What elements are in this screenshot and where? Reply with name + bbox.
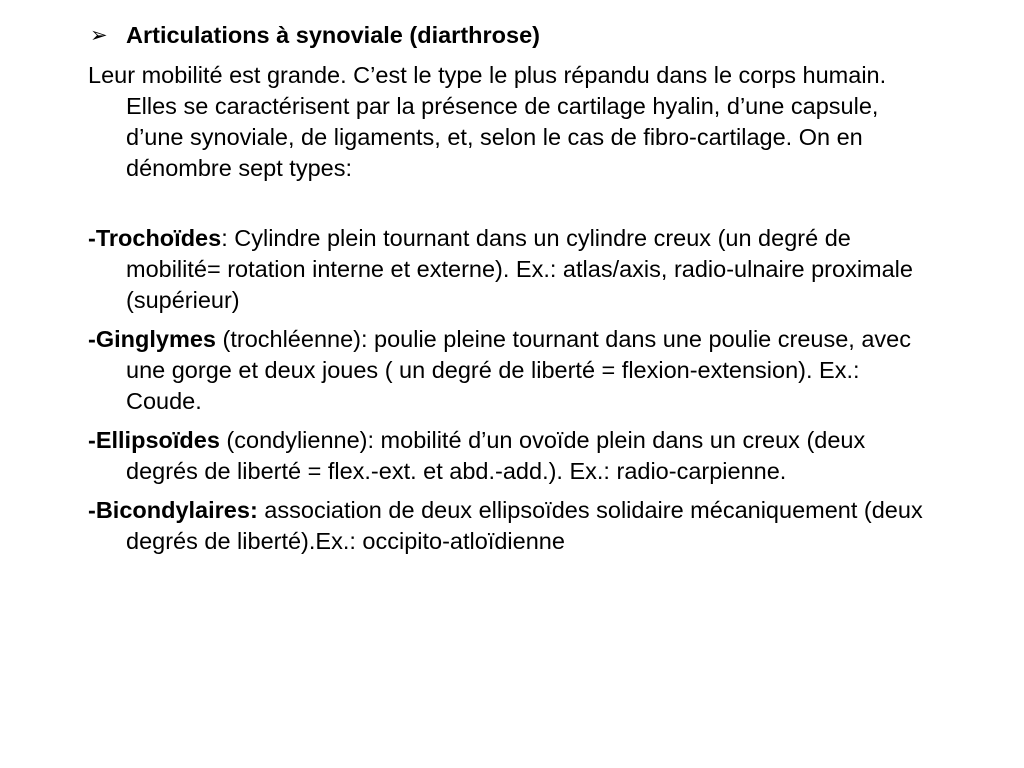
type-term: -Ginglymes [88, 326, 216, 352]
intro-paragraph: Leur mobilité est grande. C’est le type le plus répandu dans le corps humain. Elles se caractérisent par la présence de cartilage hyalin, d’une capsule, d’une synoviale, de ligaments, et, selon le cas de fibro-cartilage. On en dénombre sept types: [88, 62, 887, 181]
type-description: (trochléenne): poulie pleine tournant dans une poulie creuse, avec une gorge et deux joues ( un degré de liberté = flexion-extension). Ex.: Coude. [126, 326, 912, 414]
type-term: -Ellipsoïdes [88, 427, 220, 453]
type-item-ginglymes [88, 324, 928, 417]
type-item-bicondylaires [88, 495, 928, 557]
type-description: : Cylindre plein tournant dans un cylindre creux (un degré de mobilité= rotation interne et externe). Ex.: atlas/axis, radio-ulnaire proximale (supérieur) [126, 225, 913, 313]
type-item-ellipsoides [88, 425, 928, 487]
heading-text: Articulations à synoviale (diarthrose) [126, 22, 540, 48]
type-description: association de deux ellipsoïdes solidaire mécaniquement (deux degrés de liberté).Ex.: occipito-atloïdienne [126, 497, 923, 554]
slide-heading [88, 20, 928, 51]
type-item-trochoides [88, 223, 928, 316]
type-description: (condylienne): mobilité d’un ovoïde plein dans un creux (deux degrés de liberté = flex.-ext. et abd.-add.). Ex.: radio-carpienne. [126, 427, 866, 484]
slide-content [88, 20, 928, 565]
arrow-bullet-icon: ➢ [90, 24, 108, 47]
type-term: -Trochoïdes [88, 225, 222, 251]
type-term: -Bicondylaires: [88, 497, 258, 523]
